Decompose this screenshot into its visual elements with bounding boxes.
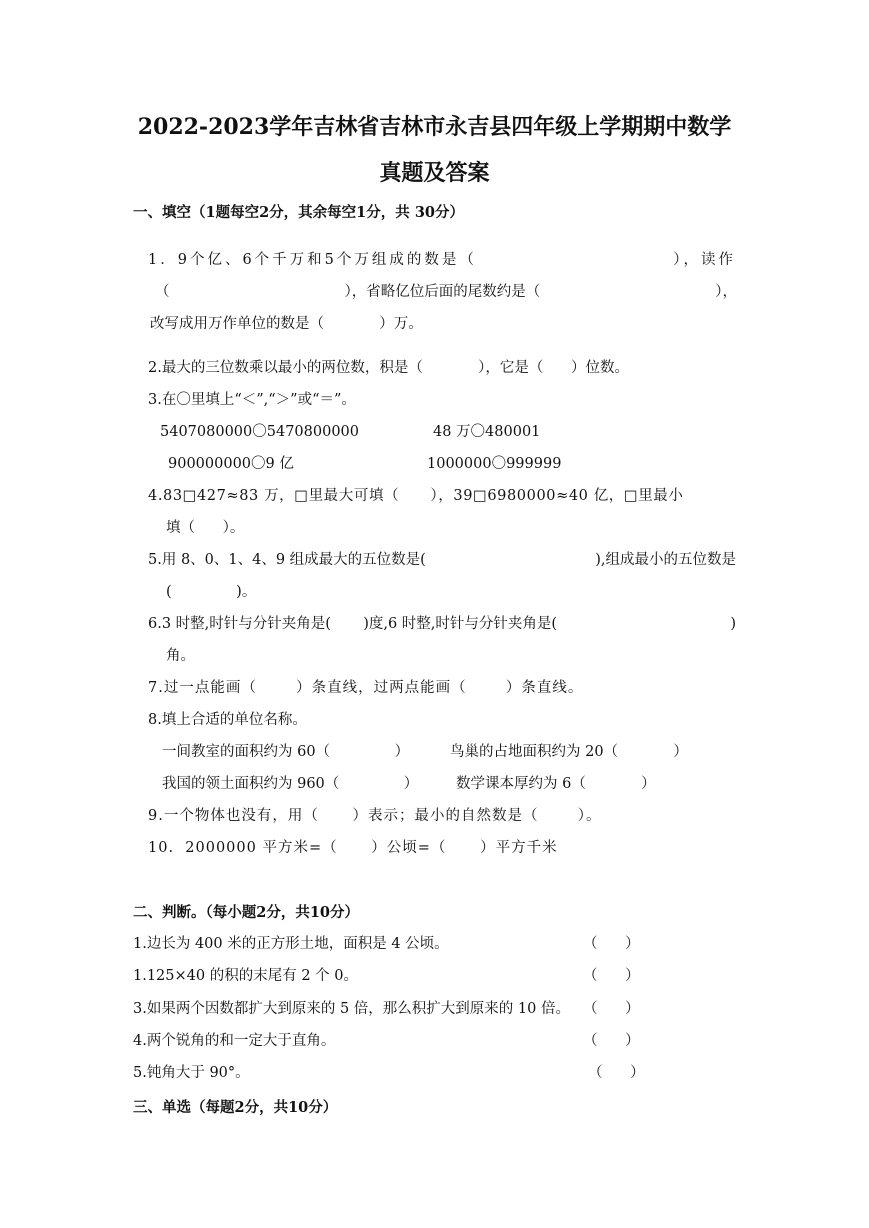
q10: 10. 2000000 平方米=（ ）公顷=（ ）平方千米: [148, 840, 558, 856]
q6-line2: 角。: [166, 648, 195, 664]
q1-line2: [155, 283, 737, 301]
judge-item-5-text: 5.钝角大于 90°。: [133, 1065, 250, 1081]
q6-line1: [148, 615, 736, 633]
document-title-line1: 2022-2023学年吉林省吉林市永吉县四年级上学期期中数学: [137, 114, 732, 140]
q1-line1-a: 1．9个亿、6个千万和5个万组成的数是（: [148, 252, 477, 268]
judge-item-2-blank: （ ）: [583, 968, 640, 984]
q1-line3: 改写成用万作单位的数是（ ）万。: [150, 316, 423, 332]
q3-intro: 3.在〇里填上“＜”,“＞”或“＝”。: [148, 392, 356, 408]
q2: 2.最大的三位数乘以最小的两位数，积是（ ），它是（ ）位数。: [148, 360, 630, 376]
q5-line1-b: ),组成最小的五位数是: [595, 552, 736, 568]
q3-compare-a: 5407080000〇5470800000: [160, 424, 360, 440]
q9: 9.一个物体也没有，用（ ）表示；最小的自然数是（ ）。: [148, 808, 602, 824]
q8-item-b: 鸟巢的占地面积约为 20（ ）: [450, 744, 688, 760]
q1-line2-c: ），: [715, 284, 737, 300]
judge-item-4-text: 4.两个锐角的和一定大于直角。: [133, 1033, 336, 1049]
section1-heading: 一、填空（1题每空2分，其余每空1分，共 30分）: [133, 204, 464, 221]
document-title-line2: 真题及答案: [379, 160, 490, 186]
q8-item-a: 一间教室的面积约为 60（ ）: [162, 744, 410, 760]
q8-intro: 8.填上合适的单位名称。: [148, 712, 307, 728]
q1-line2-a: （: [155, 284, 170, 300]
q1-line2-b: ），省略亿位后面的尾数约是（: [344, 284, 541, 300]
judge-item-4-blank: （ ）: [583, 1033, 640, 1049]
judge-item-3-blank: （ ）: [583, 1001, 640, 1017]
judge-item-1-text: 1.边长为 400 米的正方形土地，面积是 4 公顷。: [133, 936, 449, 952]
judge-item-1-blank: （ ）: [583, 936, 640, 952]
q5-line1: [148, 551, 736, 569]
q3-compare-b: 48 万〇480001: [433, 424, 541, 440]
q1-line1: [148, 251, 736, 269]
judge-item-3-text: 3.如果两个因数都扩大到原来的 5 倍，那么积扩大到原来的 10 倍。: [133, 1001, 570, 1017]
q4-line2: 填（ ）。: [166, 520, 245, 536]
q5-line2: ( )。: [166, 584, 257, 600]
section3-heading: 三、单选（每题2分，共10分）: [133, 1099, 338, 1116]
q3-compare-c: 900000000〇9 亿: [168, 456, 294, 472]
q8-item-c: 我国的领土面积约为 960（ ）: [162, 776, 419, 792]
q6-line1-a: 6.3 时整,时针与分针夹角是( )度,6 时整,时针与分针夹角是(: [148, 616, 558, 632]
q3-compare-d: 1000000〇999999: [427, 456, 562, 472]
q7: 7.过一点能画（ ）条直线，过两点能画（ ）条直线。: [148, 680, 584, 696]
judge-item-5-blank: （ ）: [588, 1065, 645, 1081]
q5-line1-a: 5.用 8、0、1、4、9 组成最大的五位数是(: [148, 552, 426, 568]
q4-line1: 4.83□427≈83 万，□里最大可填（ ），39□6980000≈40 亿，□里最小: [148, 488, 684, 504]
q1-line1-b: ），读作: [673, 252, 736, 268]
q6-line1-b: ): [730, 616, 736, 632]
q8-item-d: 数学课本厚约为 6（ ）: [456, 776, 656, 792]
judge-item-2-text: 1.125×40 的积的末尾有 2 个 0。: [133, 968, 358, 984]
section2-heading: 二、判断。（每小题2分，共10分）: [133, 904, 360, 921]
